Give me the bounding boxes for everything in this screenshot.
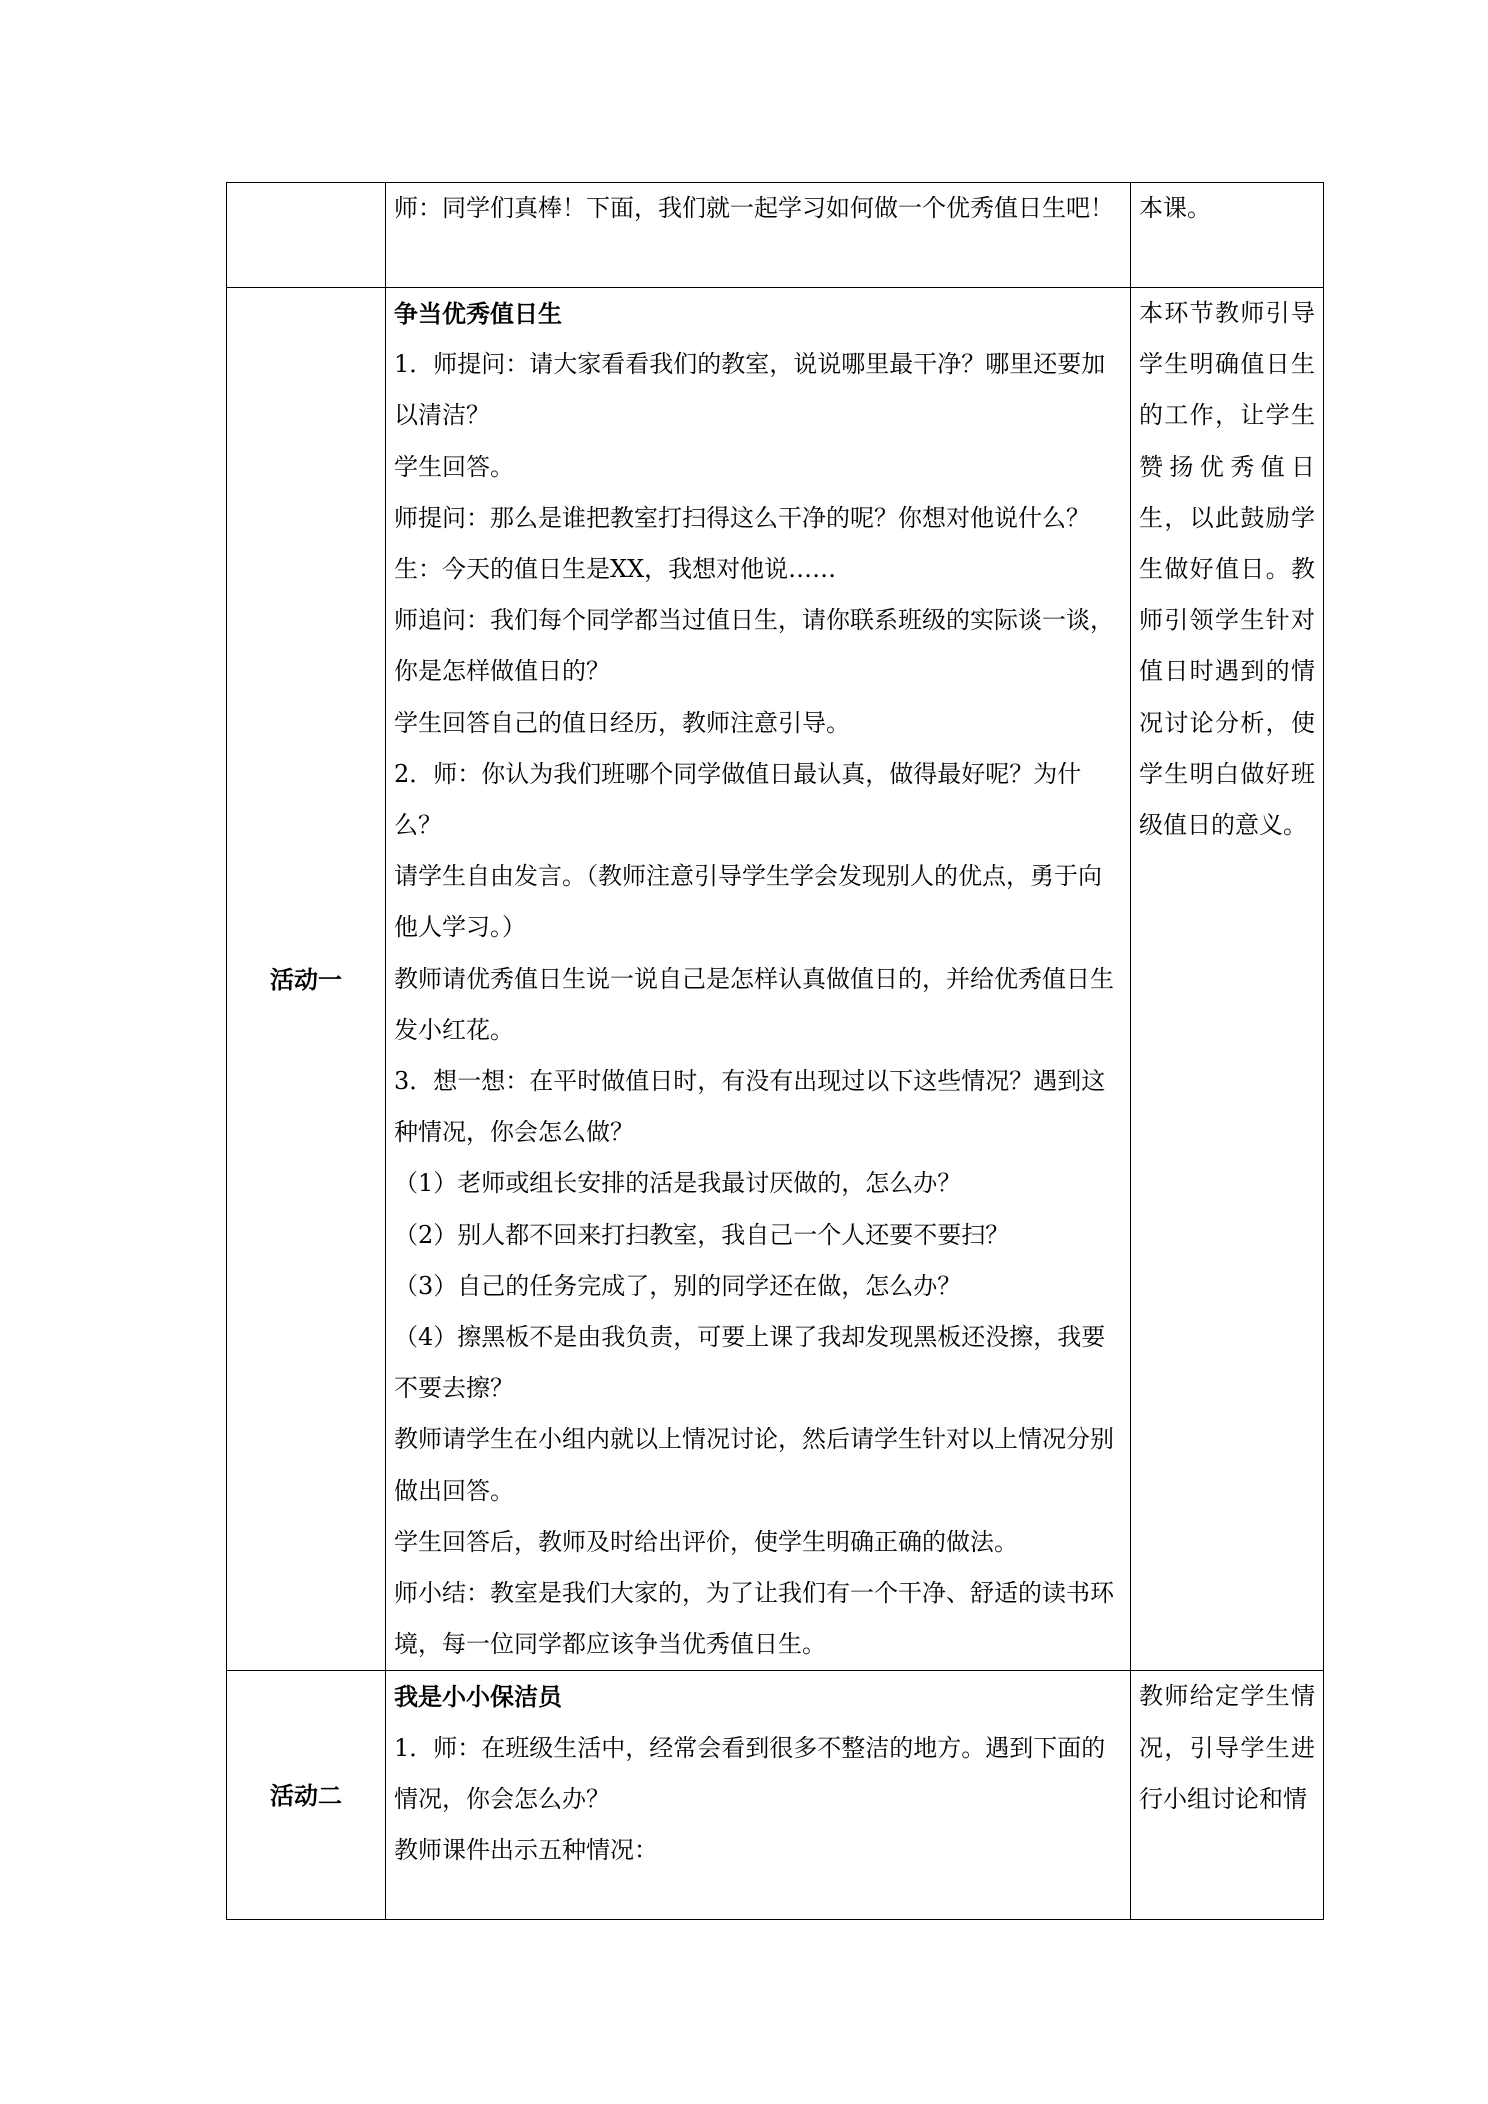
- content-paragraph: 1．师提问：请大家看看我们的教室，说说哪里最干净？哪里还要加以清洁？: [394, 350, 1106, 430]
- table-row: [227, 183, 1324, 288]
- content-paragraph: 学生回答。: [394, 452, 514, 481]
- design-note: 本课。: [1131, 183, 1324, 288]
- design-note: 教师给定学生情况，引导学生进行小组讨论和情: [1131, 1671, 1324, 1920]
- content-paragraph: （2）别人都不回来打扫教室，我自己一个人还要不要扫？: [394, 1220, 1010, 1249]
- content-paragraph: （3）自己的任务完成了，别的同学还在做，怎么办？: [394, 1271, 962, 1300]
- content-paragraph: 师追问：我们每个同学都当过值日生，请你联系班级的实际谈一谈，你是怎样做值日的？: [394, 606, 1114, 686]
- table-row: [227, 288, 1324, 1671]
- lesson-plan-table: [226, 182, 1324, 1920]
- content-paragraph: 1．师：在班级生活中，经常会看到很多不整洁的地方。遇到下面的情况，你会怎么办？: [394, 1733, 1106, 1813]
- design-note: 本环节教师引导学生明确值日生的工作，让学生赞扬优秀值日生，以此鼓励学生做好值日。教师引领学生针对值日时遇到的情况讨论分析，使学生明白做好班级值日的意义。: [1131, 288, 1324, 1671]
- activity-content: [386, 183, 1131, 288]
- content-paragraph: 请学生自由发言。（教师注意引导学生学会发现别人的优点，勇于向他人学习。）: [394, 862, 1102, 942]
- content-paragraph: 师：同学们真棒！下面，我们就一起学习如何做一个优秀值日生吧！: [394, 194, 1114, 222]
- content-paragraph: 2．师：你认为我们班哪个同学做值日最认真，做得最好呢？为什么？: [394, 759, 1082, 840]
- content-paragraph: 教师课件出示五种情况：: [394, 1836, 658, 1865]
- table-row: [227, 1671, 1324, 1920]
- content-paragraph: （4）擦黑板不是由我负责，可要上课了我却发现黑板还没擦，我要不要去擦？: [394, 1323, 1106, 1403]
- activity-label: [227, 183, 386, 288]
- activity-content: [386, 1671, 1131, 1920]
- content-paragraph: 教师请优秀值日生说一说自己是怎样认真做值日的，并给优秀值日生发小红花。: [394, 964, 1114, 1044]
- activity-heading: 争当优秀值日生: [394, 299, 562, 328]
- content-paragraph: 3．想一想：在平时做值日时，有没有出现过以下这些情况？遇到这种情况，你会怎么做？: [394, 1067, 1106, 1147]
- activity-content: [386, 288, 1131, 1671]
- content-paragraph: 学生回答后，教师及时给出评价，使学生明确正确的做法。: [394, 1527, 1018, 1556]
- content-paragraph: 生：今天的值日生是XX，我想对他说……: [394, 555, 837, 584]
- activity-heading: 我是小小保洁员: [394, 1682, 562, 1712]
- content-paragraph: （1）老师或组长安排的活是我最讨厌做的，怎么办？: [394, 1169, 962, 1198]
- activity-label: 活动二: [227, 1671, 386, 1920]
- content-paragraph: 师小结：教室是我们大家的，为了让我们有一个干净、舒适的读书环境，每一位同学都应该争当优秀值日生。: [394, 1579, 1114, 1659]
- content-paragraph: 学生回答自己的值日经历，教师注意引导。: [394, 708, 850, 737]
- content-paragraph: 师提问：那么是谁把教室打扫得这么干净的呢？你想对他说什么？: [394, 503, 1090, 532]
- content-paragraph: 教师请学生在小组内就以上情况讨论，然后请学生针对以上情况分别做出回答。: [394, 1425, 1114, 1505]
- activity-label: 活动一: [227, 288, 386, 1671]
